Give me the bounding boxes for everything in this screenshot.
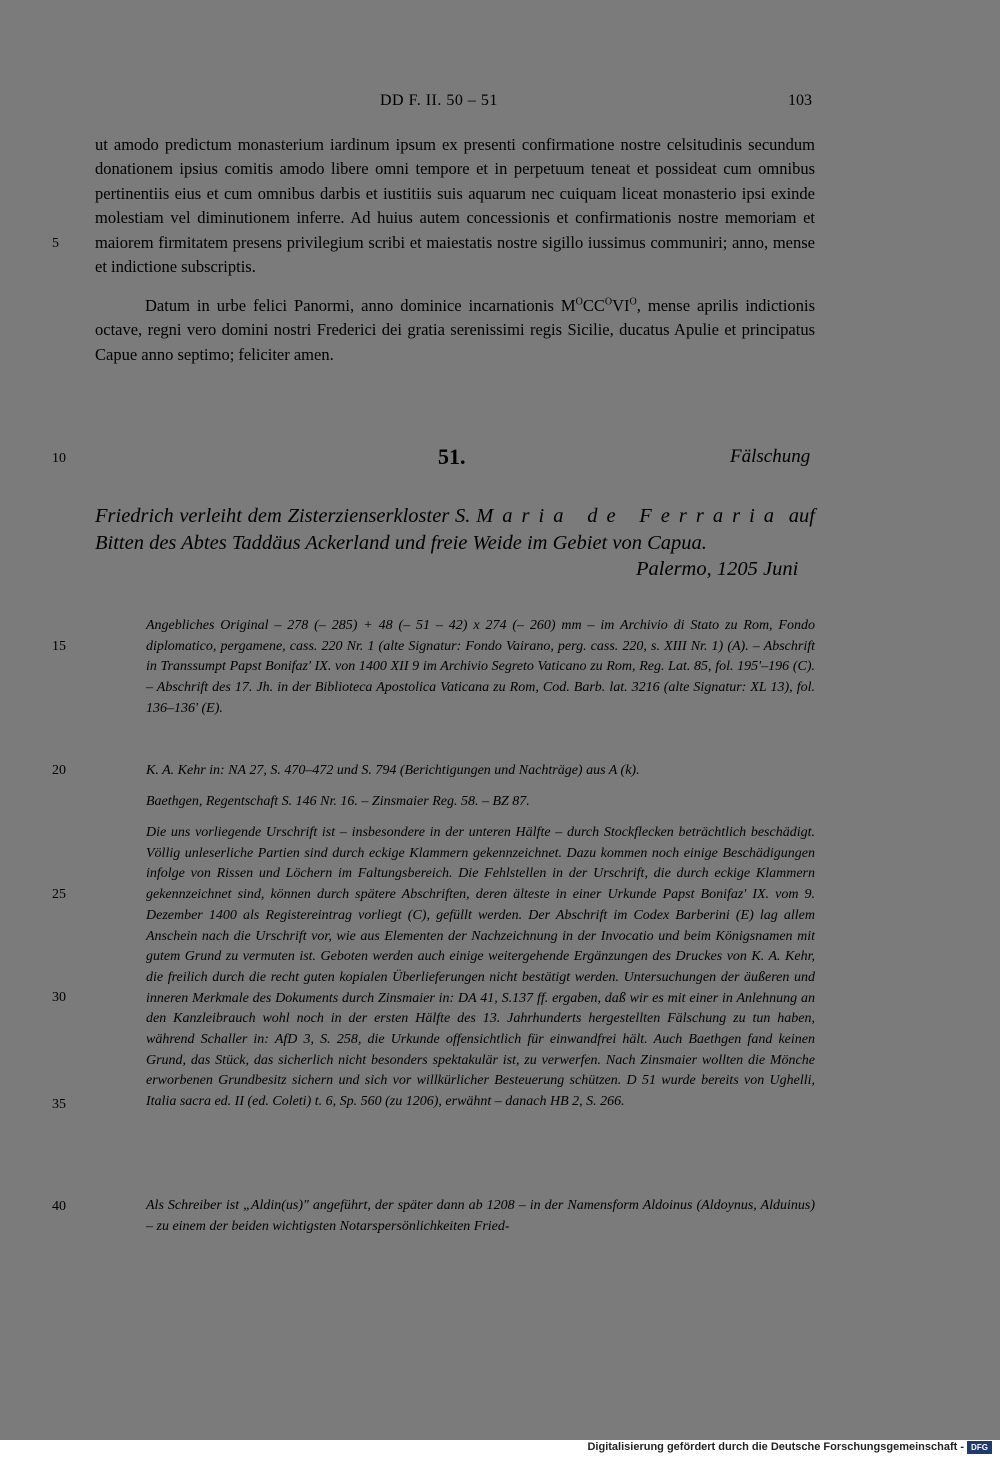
line-number-35: 35	[52, 1097, 66, 1112]
previous-document-text: ut amodo predictum monasterium iardinum ipsum ex presenti confirmatione nostre celsitudinis secundum donationem ipsius comitis amodo libere omni tempore et in perpetuum teneat et possideat cum omnibus pertinentiis eius et cum omnibus darbis et iustitiis suis aquarum nec cuiquam liceat monasterio ipsi exinde molestiam vel diminutionem inferre. Ad huius autem concessionis et confirmationis nostre memoriam et maiorem firmitatem presens privilegium scribi et maiestatis nostre sigillo iussimus communiri; anno, mense et indictione subscriptis.	[95, 135, 815, 277]
commentary-paragraph: Die uns vorliegende Urschrift ist – insbesondere in der unteren Hälfte – durch Stockflecken beträchtlich beschädigt. Völlig unleserliche Partien sind durch eckige Klammern gekennzeichnet. Dazu kommen noch einige Beschädigungen infolge von Rissen und Löchern im Faltungsbereich. Die Fehlstellen in der Urschrift, die durch eckige Klammern gekennzeichnet sind, können durch spätere Abschriften, deren älteste in einer Urkunde Papst Bonifaz' IX. vom 9. Dezember 1400 als Registereintrag vorliegt (C), gefüllt werden. Der Abschrift im Codex Barberini (E) lag allem Anschein nach die Urschrift vor, wie aus Elementen der Nachzeichnung in der Invocatio und beim Königsnamen mit gutem Grund zu vermuten ist. Geboten werden auch einige weitergehende Ergänzungen des Druckes von K. A. Kehr, die freilich durch die recht guten kopialen Überlieferungen nicht bestätigt werden. Untersuchungen der äußeren und inneren Merkmale des Dokuments durch Zinsmaier in: DA 41, S.137 ff. ergaben, daß wir es mit einer in Anlehnung an den Kanzleibrauch wohl noch in der ersten Hälfte des 13. Jahrhunderts hergestellten Fälschung zu tun haben, während Schaller in: AfD 3, S. 258, die Urkunde offensichtlich für einwandfrei hält. Auch Baethgen fand keinen Grund, das Stück, das sicherlich nicht besonders spektakulär ist, zu verwerfen. Nach Zinsmaier wollten die Mönche erworbenen Grundbesitz sichern und sich vor willkürlicher Besteuerung schützen. D 51 wurde bereits von Ughelli, Italia sacra ed. II (ed. Coleti) t. 6, Sp. 560 (zu 1206), erwähnt – danach HB 2, S. 266.	[146, 825, 815, 1110]
page-number: 103	[788, 92, 812, 109]
line-number-40: 40	[52, 1199, 66, 1214]
document-number: 51.	[438, 444, 466, 469]
regest-part-1: Friedrich verleiht dem Zisterzienserkloster S.	[95, 505, 477, 527]
dfg-logo: DFG	[967, 1441, 992, 1454]
line-number-10: 10	[52, 451, 66, 466]
datum-numeral-vi: VI	[612, 296, 630, 315]
regest	[95, 503, 815, 557]
datum-text-end: , mense aprilis indictionis octave, regni vero domini nostri Frederici dei gratia serenissimi regis Sicilie, ducatus Apulie et principatus Capue anno septimo; feliciter amen.	[95, 296, 815, 364]
editions-note: K. A. Kehr in: NA 27, S. 470–472 und S. 794 (Berichtigungen und Nachträge) aus A (k).	[146, 763, 640, 778]
place-date: Palermo, 1205 Juni	[636, 558, 799, 580]
line-number-15: 15	[52, 639, 66, 654]
regest-monastery-name: Maria de Ferraria	[476, 505, 784, 527]
datum-text-start: Datum in urbe felici Panormi, anno dominice incarnationis M	[145, 296, 576, 315]
scribe-paragraph: Als Schreiber ist „Aldin(us)" angeführt, der später dann ab 1208 – in der Namensform Aldoinus (Aldoynus, Alduinus) – zu einem der beiden wichtigsten Notarspersönlichkeiten Fried-	[146, 1198, 815, 1234]
line-number-25: 25	[52, 887, 66, 902]
line-number-30: 30	[52, 990, 66, 1005]
running-title: DD F. II. 50 – 51	[380, 92, 498, 109]
datum-numeral-cc: CC	[582, 296, 605, 315]
datum-paragraph	[95, 294, 815, 367]
funding-notice: Digitalisierung gefördert durch die Deutsche Forschungsgemeinschaft -	[587, 1441, 964, 1453]
datum-superscript-2: O	[604, 296, 613, 308]
regest-part-2: auf Bitten des Abtes Taddäus Ackerland und freie Weide im Gebiet von Capua.	[95, 505, 815, 554]
regesta-note: Baethgen, Regentschaft S. 146 Nr. 16. – Zinsmaier Reg. 58. – BZ 87.	[146, 794, 530, 809]
document-kind: Fälschung	[730, 446, 811, 467]
line-number-20: 20	[52, 763, 66, 778]
datum-superscript-3: O	[629, 296, 637, 308]
datum-superscript-1: O	[575, 296, 583, 308]
tradition-note: Angebliches Original – 278 (– 285) + 48 (– 51 – 42) x 274 (– 260) mm – im Archivio di Stato zu Rom, Fondo diplomatico, pergamene, cass. 220 Nr. 1 (alte Signatur: Fondo Vairano, perg. cass. 220, s. XIII Nr. 1) (A). – Abschrift in Transsumpt Papst Bonifaz' IX. von 1400 XII 9 im Archivio Segreto Vaticano zu Rom, Reg. Lat. 85, fol. 195'–196 (C). – Abschrift des 17. Jh. in der Biblioteca Apostolica Vaticana zu Rom, Cod. Barb. lat. 3216 (alte Signatur: XL 13), fol. 136–136' (E).	[146, 618, 815, 716]
line-number-5: 5	[52, 236, 59, 251]
